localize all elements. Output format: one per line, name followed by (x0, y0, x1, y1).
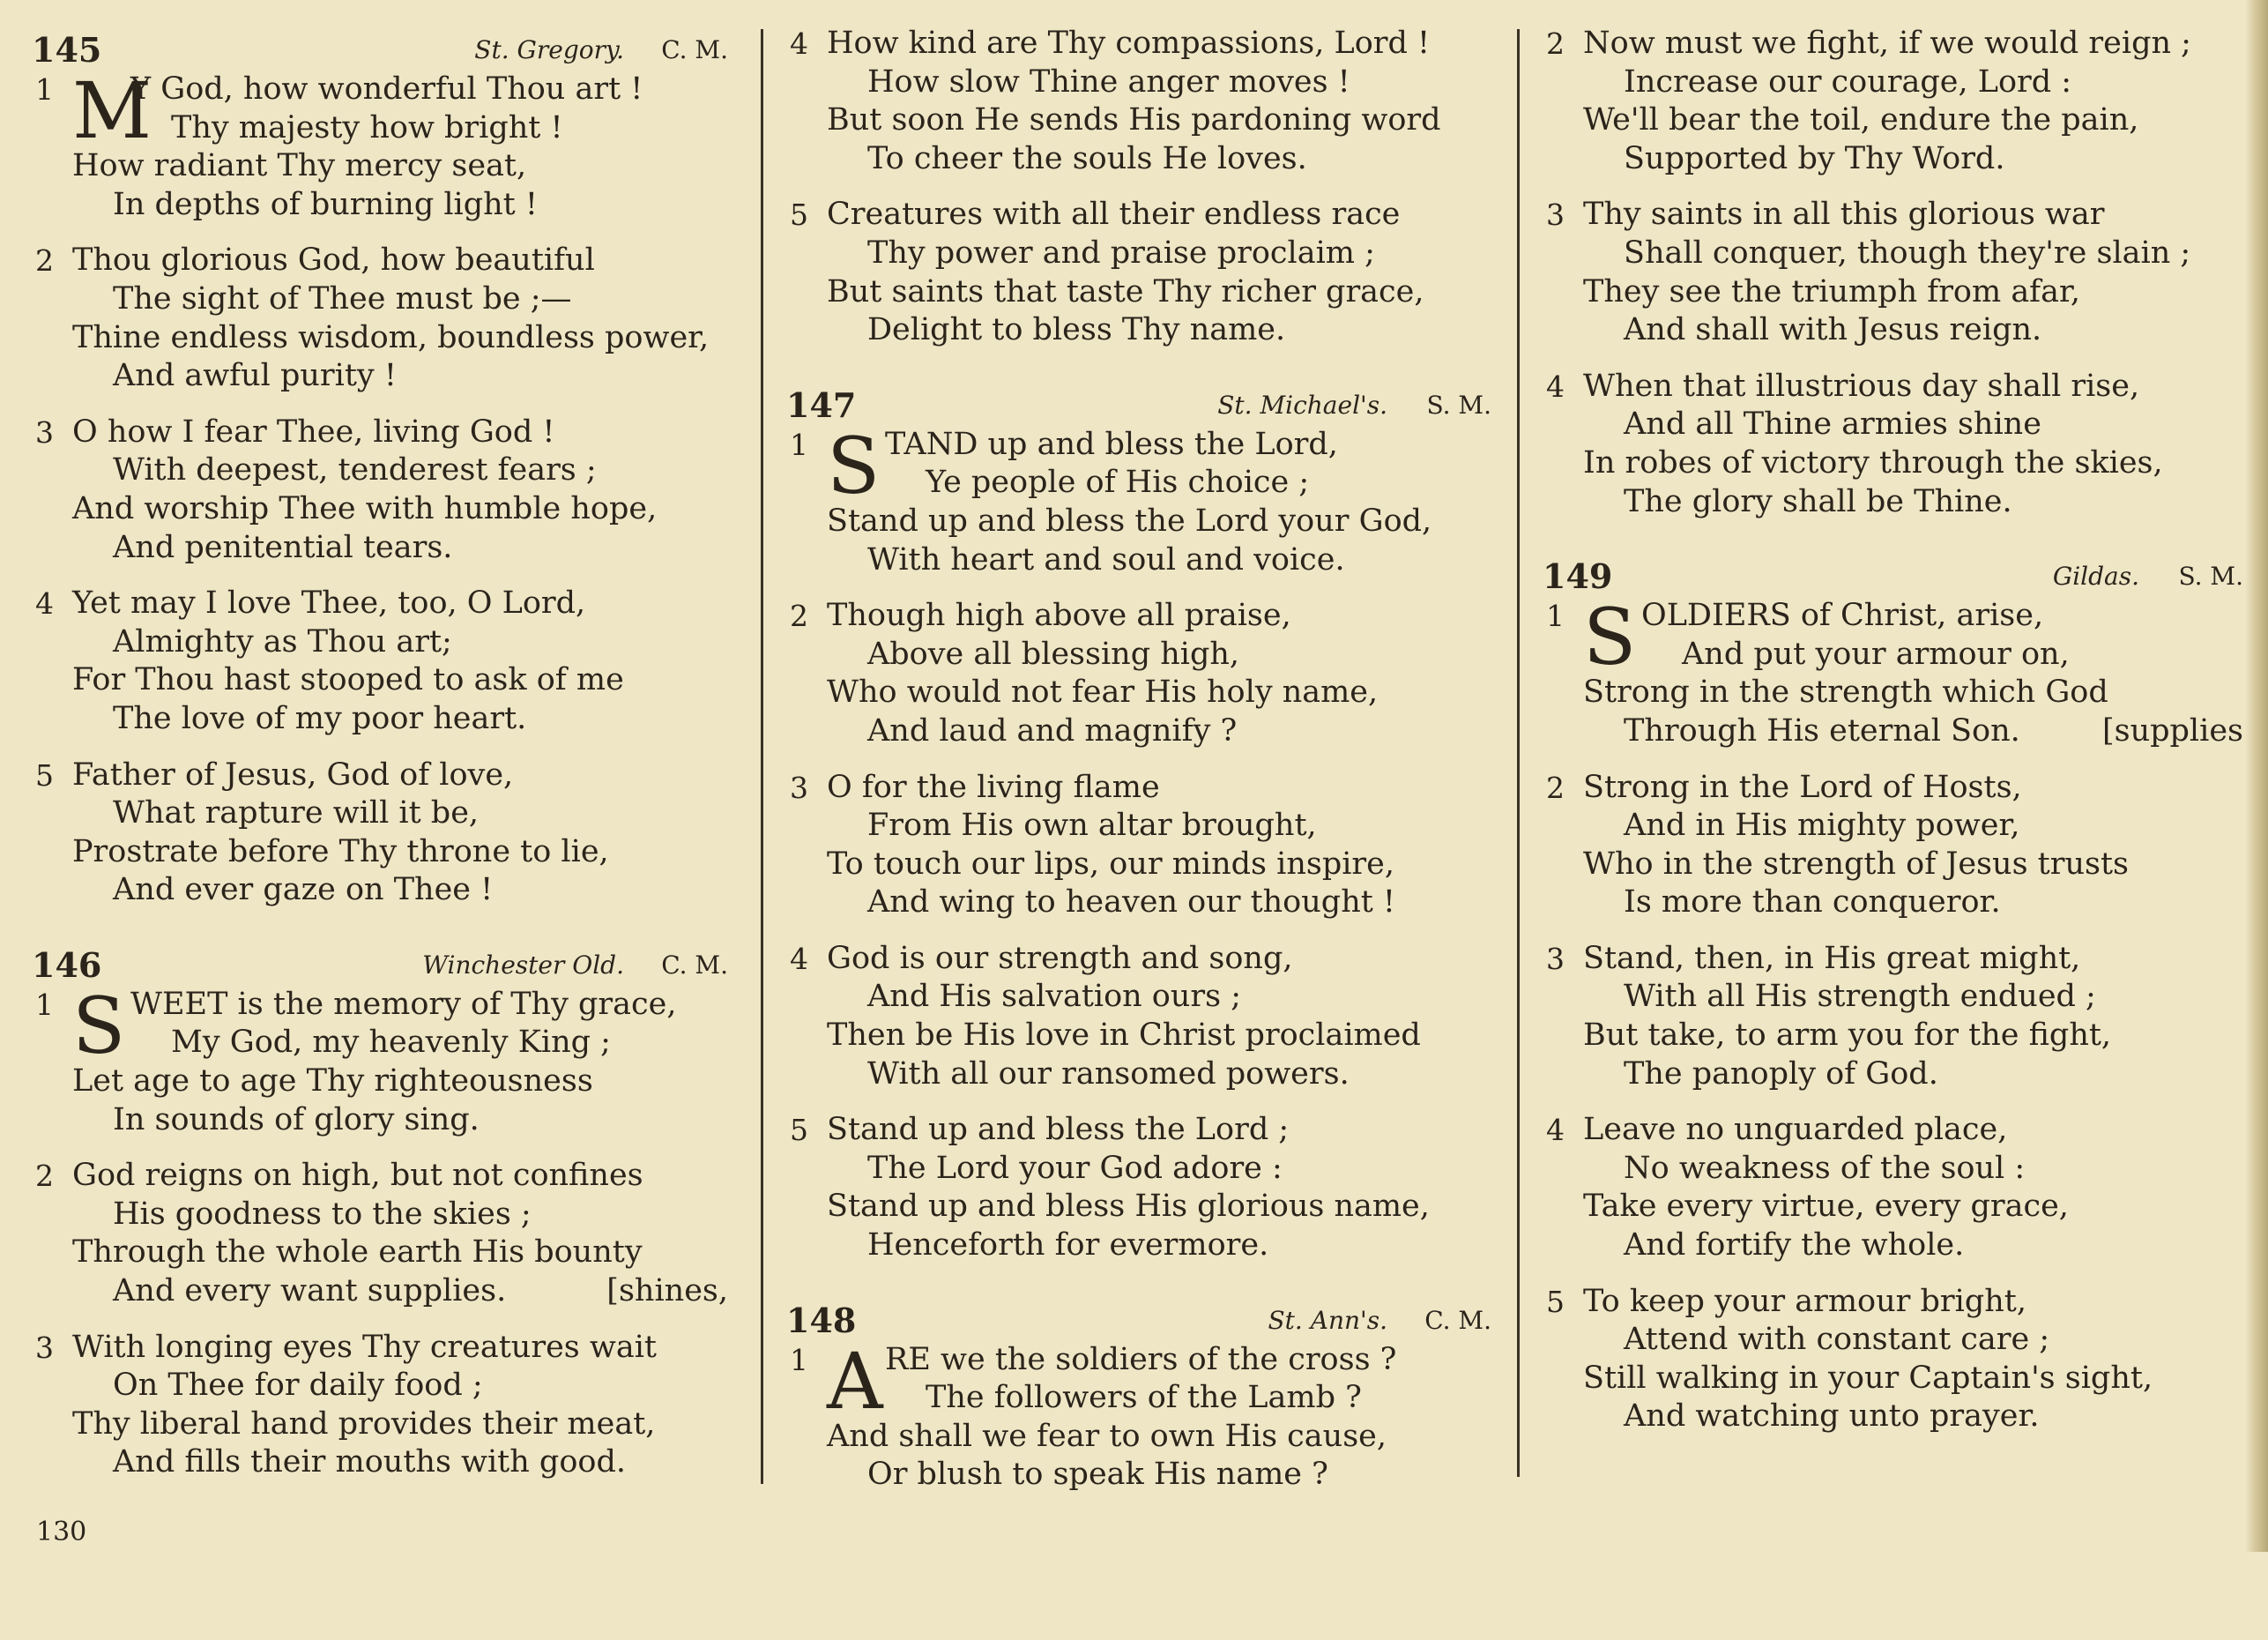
hymn-number: 149 (1543, 556, 1613, 597)
hymn-header (32, 940, 728, 986)
hymn-number: 147 (786, 384, 857, 425)
verse-number: 1 (790, 1342, 808, 1377)
verse (786, 25, 1491, 178)
verse (32, 414, 728, 567)
verse-line (786, 1111, 1491, 1150)
hymn-header (1543, 551, 2243, 597)
verse-line (786, 807, 1491, 846)
line-text: TAND up and bless the Lord, (885, 426, 1338, 462)
verse-number: 1 (35, 72, 54, 107)
line-text: What rapture will it be, (113, 795, 480, 831)
line-text: And fortify the whole. (1624, 1227, 1965, 1264)
verse (786, 1111, 1491, 1264)
verse (32, 757, 728, 910)
verse-line (32, 529, 728, 568)
drop-cap: M (72, 65, 152, 156)
meter: C. M. (661, 35, 728, 64)
verse-line (1543, 978, 2243, 1017)
line-text: And worship Thee with humble hope, (72, 490, 658, 526)
drop-cap: S (1583, 592, 1637, 683)
line-text: Is more than conqueror. (1624, 884, 2001, 921)
tune-name: St. Michael's. (1217, 390, 1387, 420)
line-text: Ye people of His choice ; (926, 465, 1310, 501)
line-text: Through the whole earth His bounty (72, 1234, 643, 1271)
tune-name: St. Gregory. (474, 35, 624, 64)
verse-line (786, 63, 1491, 102)
verse (1543, 1283, 2243, 1436)
line-text: Thy liberal hand provides their meat, (72, 1405, 656, 1442)
line-text: Still walking in your Captain's sight, (1583, 1360, 2153, 1396)
verse-line (786, 674, 1491, 712)
line-text: But take, to arm you for the fight, (1583, 1018, 2112, 1054)
verse (786, 1335, 1491, 1495)
line-text: Increase our courage, Lord : (1624, 63, 2072, 100)
line-text: His goodness to the skies ; (113, 1196, 532, 1232)
verse-line (786, 25, 1491, 63)
line-text: Or blush to speak His name ? (867, 1457, 1328, 1493)
line-text: Stand, then, in His great might, (1583, 940, 2081, 976)
verse-line (1543, 25, 2243, 63)
verse-line (32, 871, 728, 910)
verse (1543, 25, 2243, 178)
verse-number: 5 (35, 757, 54, 793)
verse-number: 2 (790, 599, 808, 634)
verse-line (786, 140, 1491, 179)
line-text: And in His mighty power, (1624, 808, 2020, 844)
line-text: Almighty as Thou art; (113, 623, 452, 660)
line-text: Attend with constant care ; (1624, 1322, 2050, 1358)
verse-line (786, 273, 1491, 312)
line-text: The sight of Thee must be ;— (113, 280, 572, 317)
verse-number: 1 (1546, 599, 1565, 634)
line-text: How slow Thine anger moves ! (867, 63, 1350, 100)
line-text: And laud and magnify ? (867, 712, 1238, 749)
line-text: And ever gaze on Thee ! (113, 872, 494, 908)
line-text: On Thee for daily food ; (113, 1368, 483, 1404)
line-text: Y God, how wonderful Thou art ! (130, 71, 643, 107)
verse-line (1543, 311, 2243, 350)
verse-line (786, 1188, 1491, 1226)
verse-line (786, 235, 1491, 273)
verse-number: 3 (790, 770, 808, 805)
verse-line (32, 623, 728, 662)
verse-line (32, 490, 728, 529)
verse-line (1543, 1283, 2243, 1322)
column-divider (1517, 29, 1520, 1477)
verse-line (786, 636, 1491, 675)
verse-line (32, 186, 728, 225)
line-text: To cheer the souls He loves. (867, 140, 1307, 176)
verse-line (1543, 235, 2243, 273)
line-text: How radiant Thy mercy seat, (72, 148, 527, 184)
line-text: OLDIERS of Christ, arise, (1641, 598, 2044, 634)
line-text: In depths of burning light ! (113, 186, 538, 222)
verse-line (32, 242, 728, 280)
verse-line (32, 1157, 728, 1196)
verse-line (32, 1367, 728, 1405)
column-divider (761, 29, 763, 1484)
verse-number: 2 (1546, 770, 1565, 805)
line-text: They see the triumph from afar, (1583, 273, 2081, 309)
line-text: God is our strength and song, (827, 940, 1293, 976)
turnover-text: [shines, (606, 1273, 728, 1309)
verse-line (786, 311, 1491, 350)
verse-number: 1 (35, 987, 54, 1022)
line-text: Stand up and bless the Lord your God, (827, 503, 1432, 539)
verse (1543, 368, 2243, 521)
line-text: But soon He sends His pardoning word (827, 102, 1441, 138)
verse-number: 3 (35, 414, 54, 450)
line-text: And all Thine armies shine (1624, 406, 2041, 443)
verse (1543, 1111, 2243, 1264)
verse-line (32, 833, 728, 872)
line-text: The glory shall be Thine. (1624, 483, 2012, 519)
verse-line (32, 1443, 728, 1482)
verse-line (1543, 1055, 2243, 1094)
line-text: And every want supplies. (113, 1273, 507, 1309)
line-text: With deepest, tenderest fears ; (113, 452, 597, 488)
tune-name: Gildas. (2052, 562, 2139, 592)
verse-line (32, 280, 728, 319)
verse-line (1543, 368, 2243, 406)
verse (786, 420, 1491, 579)
verse-line (1543, 1188, 2243, 1226)
page-number: 130 (36, 1517, 87, 1547)
verse-line (1543, 444, 2243, 483)
line-text: With all our ransomed powers. (867, 1055, 1350, 1092)
meter: S. M. (1426, 390, 1491, 420)
verse-line (786, 712, 1491, 751)
line-text: Stand up and bless His glorious name, (827, 1189, 1430, 1225)
verse-line (32, 1272, 728, 1311)
line-text: The panoply of God. (1624, 1055, 1938, 1092)
verse (32, 1157, 728, 1310)
verse-line (32, 661, 728, 700)
verse (32, 65, 728, 224)
verse-line (786, 1226, 1491, 1265)
verse-line (32, 794, 728, 833)
line-text: Henceforth for evermore. (867, 1227, 1269, 1264)
verse-line (32, 585, 728, 623)
verse-number: 5 (1546, 1284, 1565, 1319)
line-text: Now must we fight, if we would reign ; (1583, 26, 2191, 61)
verse-line (32, 1101, 728, 1140)
verse (32, 242, 728, 395)
verse-line (1543, 1226, 2243, 1265)
line-text: O how I fear Thee, living God ! (72, 414, 555, 450)
verse-number: 3 (1546, 941, 1565, 976)
verse-line (32, 147, 728, 186)
hymn-number: 145 (32, 30, 102, 70)
verse-number: 3 (35, 1330, 54, 1365)
line-text: Stand up and bless the Lord ; (827, 1112, 1290, 1148)
verse-line (1543, 1017, 2243, 1055)
line-text: In sounds of glory sing. (113, 1101, 480, 1137)
line-text: Father of Jesus, God of love, (72, 757, 514, 793)
line-text: The followers of the Lamb ? (926, 1380, 1362, 1416)
verse-number: 4 (790, 26, 808, 61)
line-text: To touch our lips, our minds inspire, (827, 846, 1394, 882)
line-text: The Lord your God adore : (867, 1150, 1283, 1186)
line-text: Strong in the Lord of Hosts, (1583, 769, 2022, 805)
meter: C. M. (661, 950, 728, 980)
line-text: Thy power and praise proclaim ; (867, 235, 1375, 271)
line-text: In robes of victory through the skies, (1583, 444, 2163, 481)
verse-line (786, 940, 1491, 979)
line-text: Above all blessing high, (867, 636, 1240, 672)
verse-line (1543, 846, 2243, 884)
meter: S. M. (2178, 562, 2243, 592)
verse (1543, 940, 2243, 1093)
line-text: Leave no unguarded place, (1583, 1112, 2008, 1148)
verse (1543, 592, 2243, 750)
verse-line (1543, 1398, 2243, 1436)
verse-line (32, 757, 728, 795)
meter: C. M. (1424, 1305, 1491, 1335)
column-left (32, 25, 728, 1500)
hymn-header (786, 380, 1491, 426)
hymn-header (786, 1295, 1491, 1341)
verse-number: 4 (790, 941, 808, 976)
line-text: Then be His love in Christ proclaimed (827, 1018, 1421, 1054)
line-text: From His own altar brought, (867, 808, 1317, 844)
verse (786, 196, 1491, 349)
line-text: Delight to bless Thy name. (867, 312, 1286, 348)
verse (32, 585, 728, 738)
verse-line (1543, 1360, 2243, 1398)
line-text: With longing eyes Thy creatures wait (72, 1329, 657, 1365)
verse-line (786, 978, 1491, 1017)
verse-line (786, 769, 1491, 808)
verse-line (32, 109, 728, 148)
line-text: To keep your armour bright, (1583, 1283, 2026, 1319)
line-text: Let age to age Thy righteousness (72, 1063, 593, 1100)
verse-line (786, 1379, 1491, 1418)
verse-line (1543, 63, 2243, 102)
verse-number: 4 (1546, 1113, 1565, 1148)
verse-line (1543, 636, 2243, 675)
line-text: My God, my heavenly King ; (171, 1025, 611, 1061)
line-text: For Thou hast stooped to ask of me (72, 662, 624, 698)
verse-line (786, 464, 1491, 503)
verse-line (32, 1234, 728, 1272)
verse-line (1543, 483, 2243, 522)
verse-line (32, 357, 728, 396)
verse (786, 769, 1491, 922)
verse-line (1543, 196, 2243, 235)
verse-line (786, 1017, 1491, 1055)
verse-line (786, 101, 1491, 140)
verse-number: 5 (790, 198, 808, 233)
verse (786, 940, 1491, 1093)
verse-line (32, 1196, 728, 1234)
page-edge (2245, 0, 2268, 1552)
line-text: Thine endless wisdom, boundless power, (72, 319, 710, 355)
verse-line (32, 1062, 728, 1101)
hymn-number: 148 (786, 1300, 857, 1340)
column-right (1543, 25, 2243, 1454)
line-text: God reigns on high, but not confines (72, 1158, 643, 1194)
line-text: WEET is the memory of Thy grace, (130, 986, 677, 1022)
verse-line (786, 883, 1491, 922)
line-text: Who would not fear His holy name, (827, 675, 1379, 711)
verse-line (1543, 406, 2243, 444)
verse-line (786, 1418, 1491, 1457)
verse-number: 4 (35, 586, 54, 622)
line-text: Thou glorious God, how beautiful (72, 242, 595, 279)
verse-line (786, 541, 1491, 580)
line-text: Prostrate before Thy throne to lie, (72, 833, 609, 869)
drop-cap: S (72, 980, 126, 1071)
verse-line (786, 846, 1491, 884)
line-text: Supported by Thy Word. (1624, 140, 2005, 176)
line-text: Take every virtue, every grace, (1583, 1189, 2069, 1225)
verse-line (32, 1329, 728, 1368)
line-text: No weakness of the soul : (1624, 1150, 2026, 1186)
line-text: Shall conquer, though they're slain ; (1624, 235, 2191, 271)
drop-cap: A (827, 1335, 883, 1427)
verse-number: 2 (35, 1159, 54, 1194)
line-text: RE we the soldiers of the cross ? (885, 1341, 1397, 1377)
verse-line (1543, 940, 2243, 979)
verse-line (786, 597, 1491, 636)
verse-line (1543, 1111, 2243, 1150)
line-text: With heart and soul and voice. (867, 541, 1345, 578)
line-text: Yet may I love Thee, too, O Lord, (72, 585, 586, 622)
line-text: Thy saints in all this glorious war (1583, 197, 2105, 233)
line-text: We'll bear the toil, endure the pain, (1583, 102, 2139, 138)
verse-line (32, 1024, 728, 1062)
verse-line (786, 1055, 1491, 1094)
verse-line (1543, 1150, 2243, 1189)
verse-number: 1 (790, 427, 808, 462)
verse-number: 3 (1546, 198, 1565, 233)
verse-line (32, 451, 728, 490)
verse-line (32, 1405, 728, 1444)
verse-line (1543, 712, 2243, 751)
line-text: Who in the strength of Jesus trusts (1583, 846, 2129, 882)
tune-name: Winchester Old. (422, 950, 624, 980)
verse-line (32, 319, 728, 358)
verse-line (786, 1150, 1491, 1189)
turnover-text: [supplies (2101, 712, 2243, 749)
line-text: Through His eternal Son. (1624, 712, 2020, 749)
verse-line (32, 700, 728, 739)
tune-name: St. Ann's. (1268, 1305, 1387, 1335)
line-text: And His salvation ours ; (867, 979, 1242, 1015)
verse-line (786, 1456, 1491, 1495)
column-middle (786, 25, 1491, 1512)
verse-line (786, 196, 1491, 235)
hymn-header (32, 25, 728, 71)
line-text: And penitential tears. (113, 529, 453, 565)
line-text: And awful purity ! (113, 358, 397, 394)
verse-line (1543, 140, 2243, 179)
drop-cap: S (827, 420, 881, 511)
verse-line (1543, 273, 2243, 312)
line-text: When that illustrious day shall rise, (1583, 368, 2140, 404)
verse (1543, 769, 2243, 922)
verse-line (1543, 883, 2243, 922)
line-text: How kind are Thy compassions, Lord ! (827, 26, 1431, 61)
verse-line (1543, 1321, 2243, 1360)
hymn-number: 146 (32, 944, 102, 985)
line-text: Thy majesty how bright ! (171, 109, 563, 145)
verse-line (1543, 674, 2243, 712)
verse-number: 4 (1546, 369, 1565, 404)
line-text: And put your armour on, (1682, 636, 2070, 672)
line-text: O for the living flame (827, 769, 1160, 805)
verse-line (32, 414, 728, 452)
line-text: And shall we fear to own His cause, (827, 1418, 1387, 1454)
verse-line (786, 503, 1491, 541)
line-text: And shall with Jesus reign. (1624, 312, 2042, 348)
line-text: But saints that taste Thy richer grace, (827, 273, 1424, 309)
line-text: And fills their mouths with good. (113, 1444, 626, 1480)
verse-number: 2 (35, 243, 54, 279)
verse-line (1543, 769, 2243, 808)
line-text: With all His strength endued ; (1624, 979, 2096, 1015)
verse (32, 1329, 728, 1482)
line-text: And wing to heaven our thought ! (867, 884, 1395, 921)
line-text: Though high above all praise, (827, 598, 1291, 634)
line-text: The love of my poor heart. (113, 700, 527, 736)
verse-line (1543, 101, 2243, 140)
verse (1543, 196, 2243, 349)
verse (786, 597, 1491, 750)
verse (32, 980, 728, 1139)
line-text: Strong in the strength which God (1583, 675, 2108, 711)
line-text: And watching unto prayer. (1624, 1398, 2040, 1435)
verse-number: 2 (1546, 26, 1565, 61)
line-text: Creatures with all their endless race (827, 197, 1401, 233)
verse-number: 5 (790, 1113, 808, 1148)
verse-line (1543, 807, 2243, 846)
